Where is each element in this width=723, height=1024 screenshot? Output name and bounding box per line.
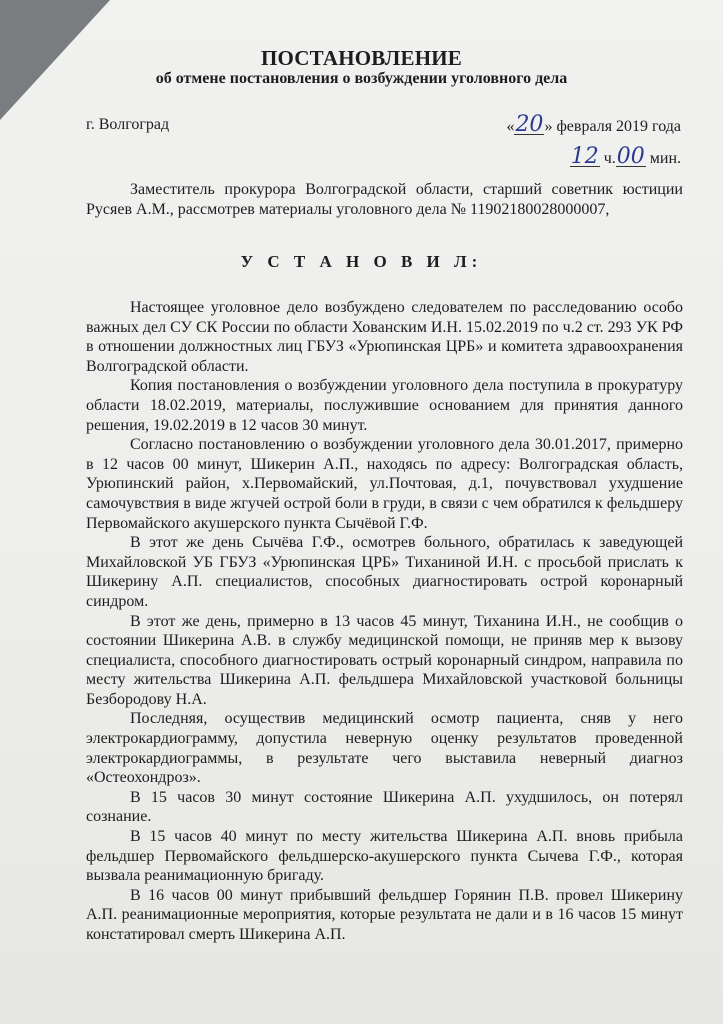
document-time bbox=[570, 144, 681, 169]
time-hour-handwritten: 12 bbox=[570, 144, 599, 169]
body-paragraph: Последняя, осуществив медицинский осмотр пациента, сняв у него электрокардиограмму, допустила неверную оценку результатов проведенной электрокардиограммы, в результате чего выставила неверный диагноз «Остеохондроз». bbox=[86, 710, 683, 787]
document-title: ПОСТАНОВЛЕНИЕ bbox=[260, 46, 463, 70]
time-hour-suffix: ч. bbox=[603, 150, 616, 167]
body-paragraph: Согласно постановлению о возбуждении уголовного дела 30.01.2017, примерно в 12 часов 00 минут, Шикерин А.П., находясь по адресу: Волгоградская область, Урюпинский район, х.Первомайский, ул.Почтовая, д.1, почувствовал ухудшение самочувствия в виде жгучей острой боли в груди, в связи с чем обратился к фельдшеру Первомайского акушерского пункта Сычёвой Г.Ф. bbox=[86, 436, 683, 532]
body-paragraph: В 15 часов 40 минут по месту жительства Шикерина А.П. вновь прибыла фельдшер Первомайского фельдшерско-акушерского пункта Сычева Г.Ф., которая вызвала реанимационную бригаду. bbox=[86, 828, 683, 885]
document-body bbox=[86, 298, 683, 945]
date-month-year: февраля 2019 года bbox=[556, 118, 681, 135]
section-heading: У С Т А Н О В И Л: bbox=[240, 252, 483, 271]
body-paragraph: В 15 часов 30 минут состояние Шикерина А.П. ухудшилось, он потерял сознание. bbox=[86, 788, 683, 826]
city-label: г. Волгоград bbox=[86, 116, 170, 133]
body-paragraph: Копия постановления о возбуждении уголовного дела поступила в прокуратуру области 18.02.2019, материалы, послужившие основанием для принятия данного решения, 19.02.2019 в 12 часов 30 минут. bbox=[86, 377, 683, 434]
document-date bbox=[506, 112, 681, 137]
date-close-quote: » bbox=[544, 118, 553, 135]
body-paragraph: В этот же день Сычёва Г.Ф., осмотрев больного, обратилась к заведующей Михайловской УБ ГБУЗ «Урюпинская ЦРБ» Тиханиной И.Н. с просьбой прислать к Шикерину А.П. специалистов, способных диагностировать острой коронарный синдром. bbox=[86, 534, 683, 610]
body-paragraph: В этот же день, примерно в 13 часов 45 минут, Тиханина И.Н., не сообщив о состоянии Шикерина А.В. в службу медицинской помощи, не приняв мер к вызову специалиста, способного диагностировать острый коронарный синдром, направила по месту жительства Шикерина А.П. фельдшера Михайловской участковой больницы Безбородову Н.А. bbox=[86, 612, 683, 708]
body-paragraph: Настоящее уголовное дело возбуждено следователем по расследованию особо важных дел СУ СК России по области Хованским И.Н. 15.02.2019 по ч.2 ст. 293 УК РФ в отношении должностных лиц ГБУЗ «Урюпинская ЦРБ» и комитета здравоохранения Волгоградской области. bbox=[86, 299, 683, 375]
date-open-quote: « bbox=[506, 118, 515, 135]
intro-paragraph: Заместитель прокурора Волгоградской области, старший советник юстиции Русяев А.М., рассмотрев материалы уголовного дела № 11902180028000007, bbox=[86, 181, 683, 218]
time-minute-suffix: мин. bbox=[649, 150, 681, 167]
time-minute-handwritten: 00 bbox=[616, 144, 645, 169]
date-day-handwritten: 20 bbox=[515, 112, 544, 137]
body-paragraph: В 16 часов 00 минут прибывший фельдшер Горянин П.В. провел Шикерину А.П. реанимационные мероприятия, которые результата не дали и в 16 часов 15 минут констатировал смерть Шикерина А.П. bbox=[86, 886, 683, 943]
document-subtitle: об отмене постановления о возбуждении уголовного дела bbox=[155, 70, 568, 87]
